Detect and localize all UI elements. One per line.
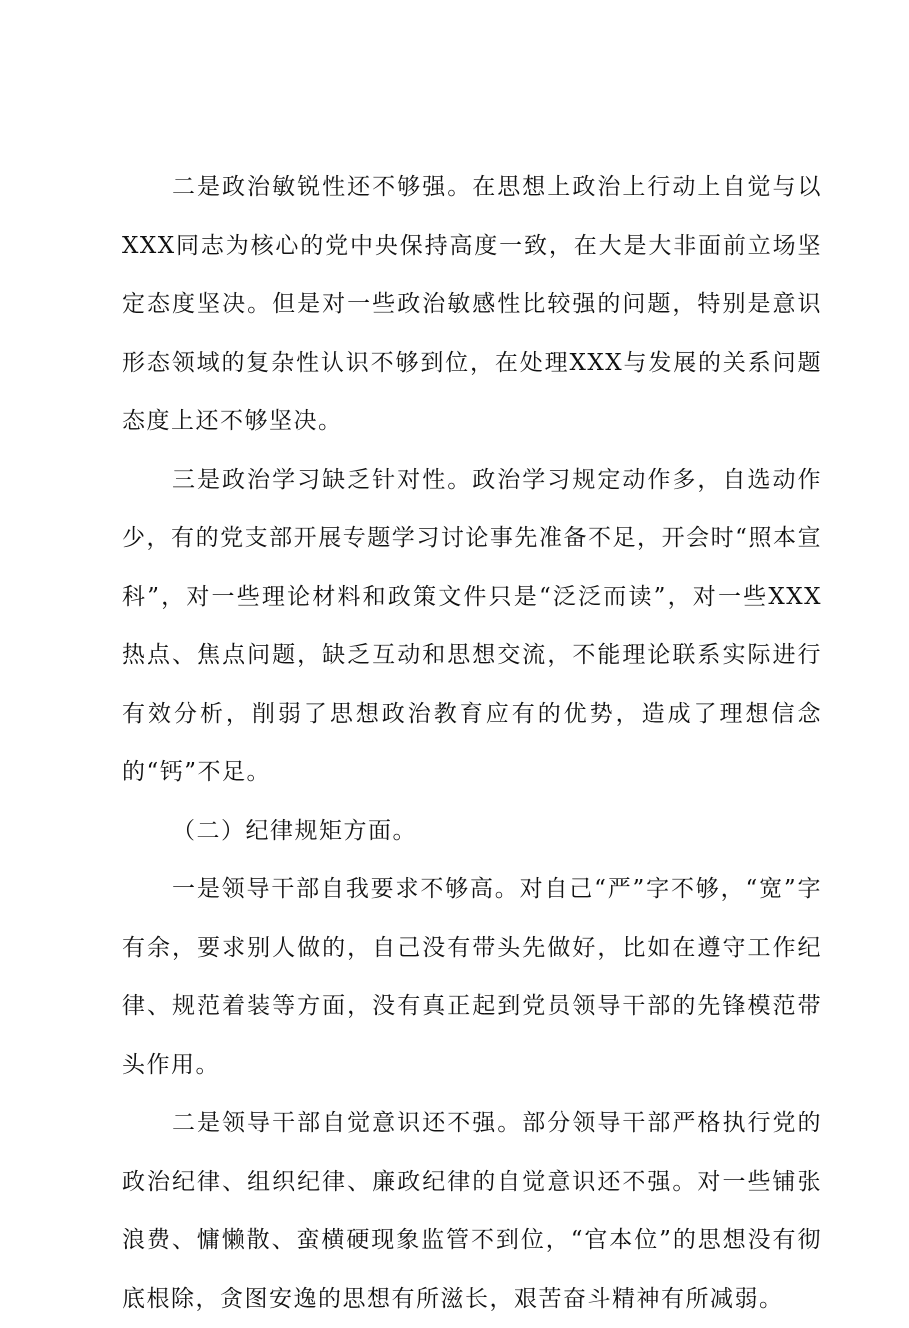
- paragraph-political-sensitivity: 二是政治敏锐性还不够强。在思想上政治上行动上自觉与以XXX同志为核心的党中央保持高度一致，在大是大非面前立场坚定态度坚决。但是对一些政治敏感性比较强的问题，特别是意识形态领域的复杂性认识不够到位，在处理XXX与发展的关系问题态度上还不够坚决。: [122, 174, 822, 434]
- paragraph-political-study: 三是政治学习缺乏针对性。政治学习规定动作多，自选动作少，有的党支部开展专题学习讨论事先准备不足，开会时“照本宣科”，对一些理论材料和政策文件只是“泛泛而读”，对一些XXX热点、焦点问题，缺乏互动和思想交流，不能理论联系实际进行有效分析，削弱了思想政治教育应有的优势，造成了理想信念的“钙”不足。: [122, 466, 822, 785]
- paragraph-self-requirement: 一是领导干部自我要求不够高。对自己“严”字不够，“宽”字有余，要求别人做的，自己没有带头先做好，比如在遵守工作纪律、规范着装等方面，没有真正起到党员领导干部的先锋模范带头作用。: [122, 876, 822, 1078]
- document-body: [122, 158, 822, 1328]
- section-heading-discipline: （二）纪律规矩方面。: [172, 817, 417, 844]
- paragraph-self-awareness: 二是领导干部自觉意识还不强。部分领导干部严格执行党的政治纪律、组织纪律、廉政纪律的自觉意识还不强。对一些铺张浪费、慵懒散、蛮横硬现象监管不到位，“官本位”的思想没有彻底根除，贪图安逸的思想有所滋长，艰苦奋斗精神有所减弱。: [122, 1110, 822, 1312]
